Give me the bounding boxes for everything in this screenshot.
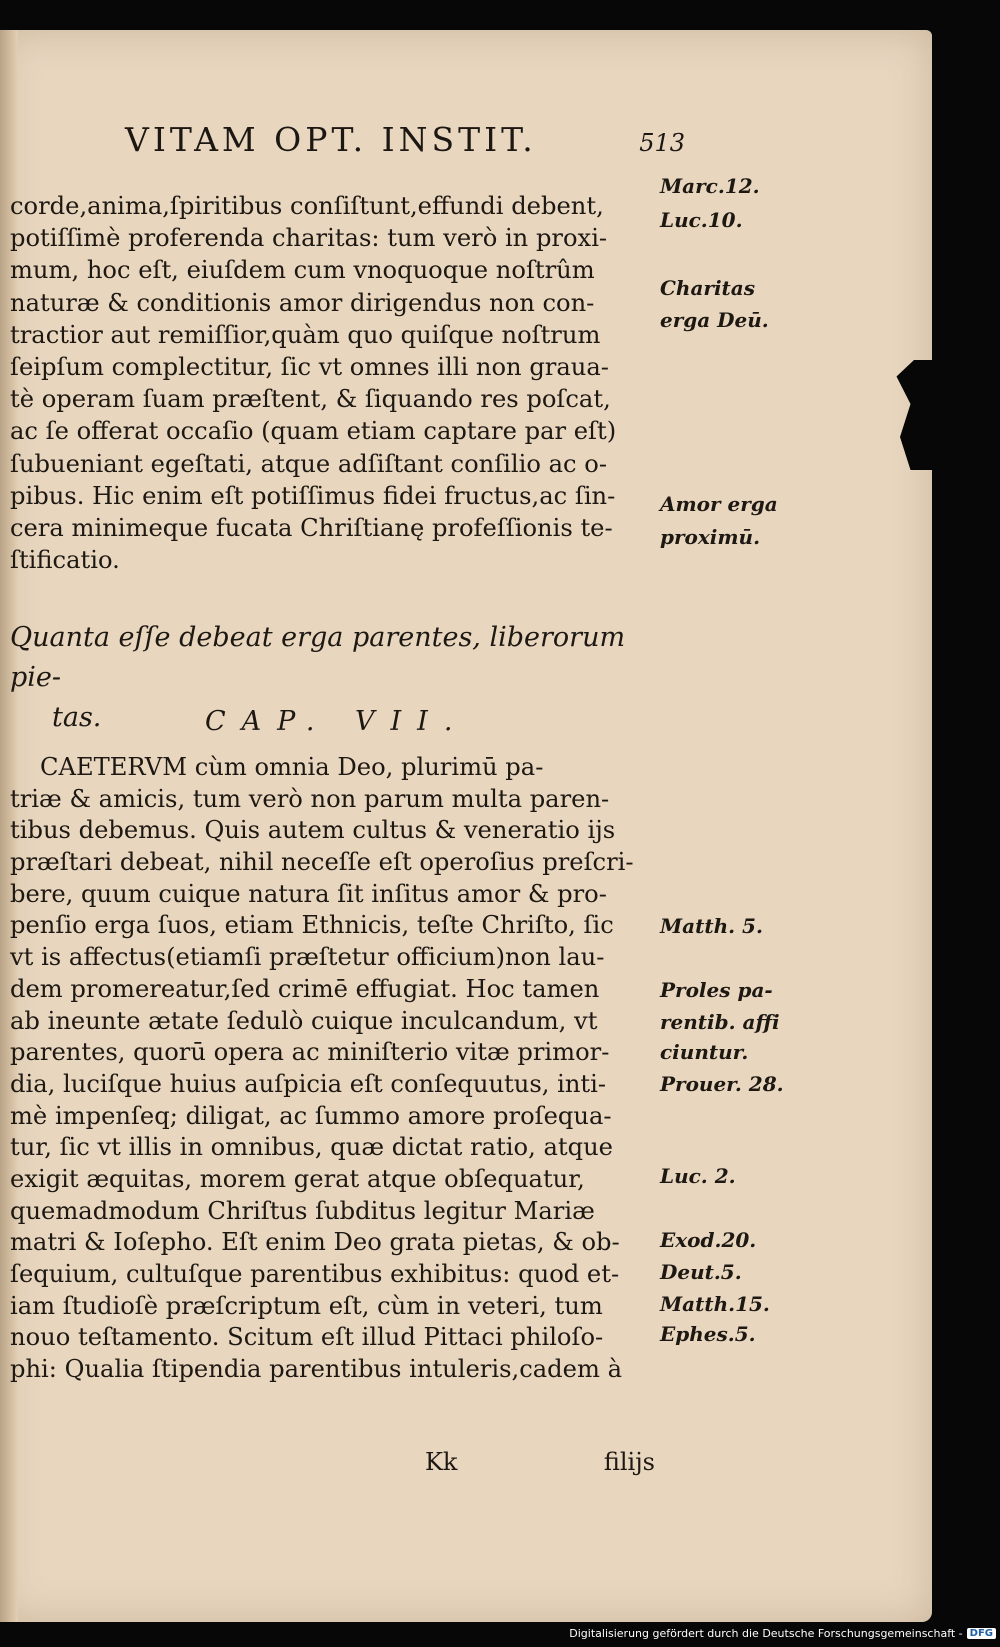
text-line: parentes, quorū opera ac miniſterio vitæ primor-: [10, 1038, 610, 1067]
page-header: [125, 120, 685, 159]
text-line: pibus. Hic enim eſt potiſſimus fidei fructus,ac ſin-: [10, 481, 616, 510]
body-text-top: [10, 190, 660, 576]
margin-note-amor-2: proximū.: [660, 525, 761, 549]
text-line: ac ſe offerat occaſio (quam etiam captare par eſt): [10, 417, 617, 446]
chapter-title-line: tas.: [52, 702, 102, 733]
margin-note-proles-3: ciuntur.: [660, 1040, 749, 1064]
text-line: exigit æquitas, morem gerat atque obſequatur,: [10, 1164, 585, 1193]
margin-note-amor: Amor erga: [660, 492, 778, 516]
text-line: tur, ſic vt illis in omnibus, quæ dictat ratio, atque: [10, 1133, 613, 1162]
text-line: penſio erga ſuos, etiam Ethnicis, teſte Chriſto, ſic: [10, 911, 614, 940]
text-line: phi: Qualia ſtipendia parentibus intuleris,cadem à: [10, 1355, 622, 1384]
text-line: matri & Ioſepho. Eſt enim Deo grata pietas, & ob-: [10, 1228, 620, 1257]
text-line: ſeipſum complectitur, ſic vt omnes illi non graua-: [10, 352, 609, 381]
text-line: dem promereatur,ſed crimē effugiat. Hoc tamen: [10, 974, 600, 1003]
text-line: tractior aut remiſſior,quàm quo quiſque noſtrum: [10, 320, 601, 349]
margin-note-prouer: Prouer. 28.: [660, 1072, 784, 1096]
book-page: [0, 30, 932, 1622]
text-line: dia, luciſque huius auſpicia eſt conſequutus, inti-: [10, 1069, 607, 1098]
chapter-label: CAP. VII.: [205, 706, 469, 737]
margin-note-proles: Proles pa-: [660, 978, 773, 1002]
text-line: iam ſtudioſè præſcriptum eſt, cùm in veteri, tum: [10, 1291, 603, 1320]
margin-note-luc10: Luc.10.: [660, 208, 743, 232]
margin-note-ephes: Ephes.5.: [660, 1322, 756, 1346]
signature-mark: Kk: [425, 1448, 458, 1476]
text-line: tibus debemus. Quis autem cultus & veneratio ijs: [10, 816, 616, 845]
margin-note-charitas: Charitas: [660, 276, 756, 300]
catchword: filijs: [603, 1448, 655, 1476]
text-line: ſequium, cultuſque parentibus exhibitus: quod et-: [10, 1260, 620, 1288]
body-text-bottom: [10, 752, 660, 1386]
dfg-logo: DFG: [967, 1628, 996, 1639]
margin-note-proles-2: rentib. affi: [660, 1010, 780, 1034]
text-line: ab ineunte ætate ſedulò cuique inculcandum, vt: [10, 1006, 598, 1035]
text-line: ſubueniant egeſtati, atque adſiſtant conſilio ac o-: [10, 449, 608, 478]
page-footer-line: [425, 1448, 655, 1476]
chapter-title-line: Quanta eſſe debeat erga parentes, liberorum pie-: [10, 622, 626, 693]
text-line: vt is affectus(etiamſi præſtetur officium)non lau-: [10, 943, 605, 972]
torn-edge: [872, 360, 942, 470]
text-line: tè operam ſuam præſtent, & ſiquando res poſcat,: [10, 385, 611, 414]
text-line: potiſſimè proferenda charitas: tum verò in proxi-: [10, 224, 608, 253]
margin-note-marc: Marc.12.: [660, 174, 760, 198]
margin-note-luc2: Luc. 2.: [660, 1164, 736, 1188]
margin-note-charitas-2: erga Deū.: [660, 308, 769, 332]
text-line: naturæ & conditionis amor dirigendus non con-: [10, 288, 595, 317]
margin-note-matth15: Matth.15.: [660, 1292, 770, 1316]
text-line: mè impenſeq; diligat, ac ſummo amore proſequa-: [10, 1101, 612, 1130]
text-line: cera minimeque fucata Chriſtianę profeſſionis te-: [10, 513, 613, 542]
text-line: præſtari debeat, nihil neceſſe eſt operoſius preſcri-: [10, 848, 634, 877]
credit-text: Digitalisierung gefördert durch die Deutsche Forschungsgemeinschaft -: [569, 1627, 963, 1640]
text-line: quemadmodum Chriſtus ſubditus legitur Mariæ: [10, 1196, 595, 1225]
page-number: 513: [639, 129, 685, 157]
text-line: CAETERVM cùm omnia Deo, plurimū pa-: [40, 753, 544, 781]
margin-note-exod: Exod.20.: [660, 1228, 757, 1252]
margin-note-matth5: Matth. 5.: [660, 914, 763, 938]
margin-note-deut: Deut.5.: [660, 1260, 742, 1284]
text-line: corde,anima,ſpiritibus conſiſtunt,effundi debent,: [10, 192, 604, 220]
text-line: mum, hoc eſt, eiuſdem cum vnoquoque noſtrûm: [10, 256, 595, 285]
running-title: VITAM OPT. INSTIT.: [125, 120, 537, 159]
digitization-credit: [569, 1627, 996, 1640]
text-line: nouo teſtamento. Scitum eſt illud Pittaci philoſo-: [10, 1323, 604, 1352]
text-line: triæ & amicis, tum verò non parum multa paren-: [10, 784, 610, 813]
text-line: bere, quum cuique natura ſit inſitus amor & pro-: [10, 879, 607, 908]
text-line: ſtificatio.: [10, 546, 120, 575]
